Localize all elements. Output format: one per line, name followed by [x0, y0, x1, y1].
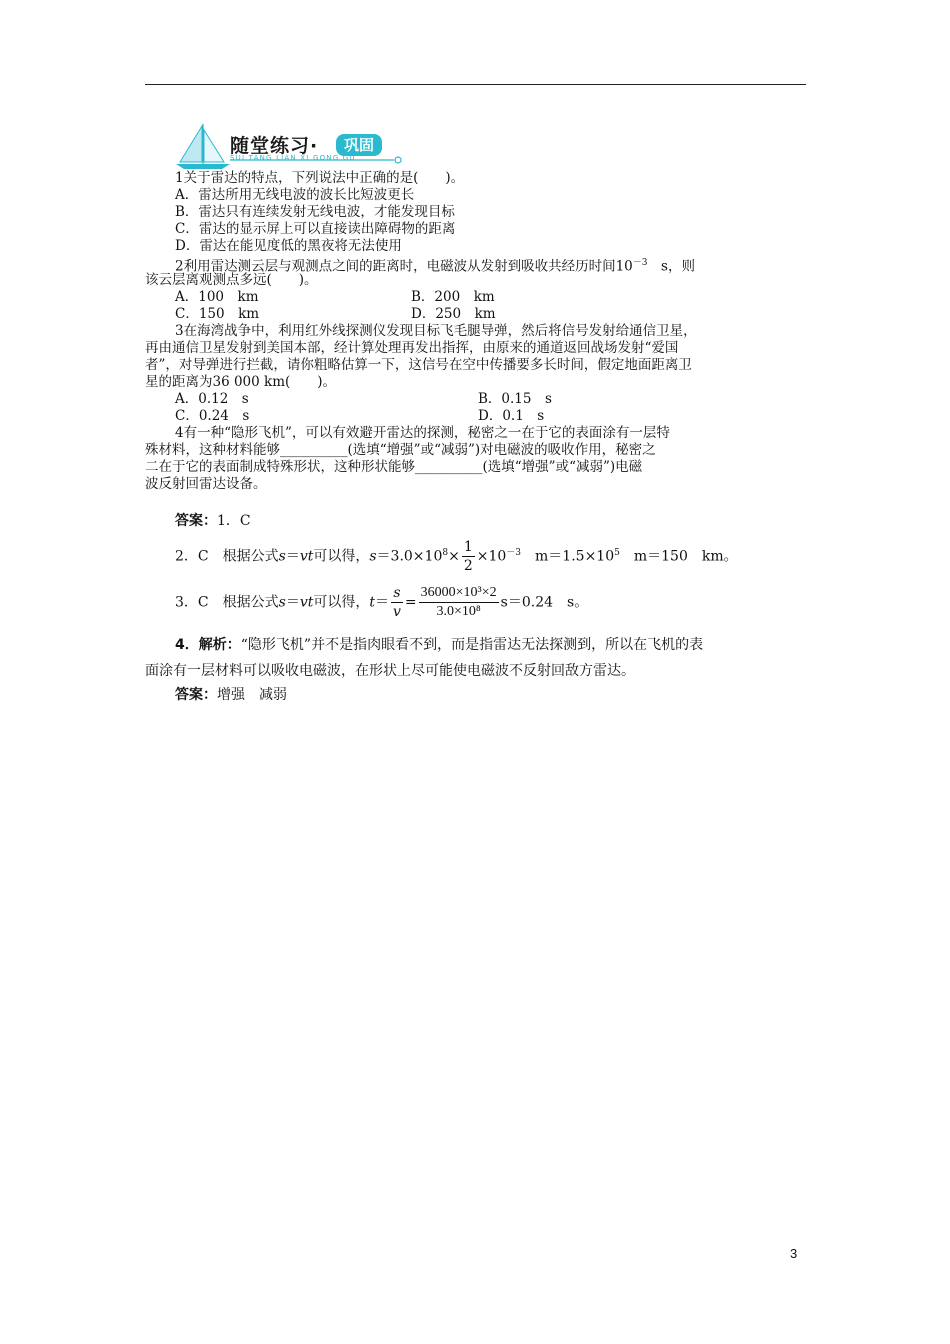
banner-tag: 巩固: [336, 134, 382, 156]
q2-option-d: D．250 km: [411, 306, 496, 322]
q4-line2: 殊材料，这种材料能够__________(选填“增强”或“减弱”)对电磁波的吸收作用，秘密之: [145, 442, 656, 458]
answer-4-line2: 面涂有一层材料可以吸收电磁波，在形状上尽可能使电磁波不反射回敌方雷达。: [145, 663, 635, 679]
q1-option-a: A．雷达所用无线电波的波长比短波更长: [175, 187, 415, 203]
q3-option-a: A．0.12 s: [175, 391, 249, 407]
fraction-s-over-v: $\frac{s}{v}$: [393, 585, 401, 620]
q2-option-c: C．150 km: [175, 306, 260, 322]
q4-line3: 二在于它的表面制成特殊形状，这种形状能够__________(选填“增强”或“减弱”)电磁: [145, 459, 643, 475]
q1-option-d: D．雷达在能见度低的黑夜将无法使用: [175, 238, 402, 254]
q3-line3: 者”，对导弹进行拦截，请你粗略估算一下，这信号在空中传播要多长时间，假定地面距离卫: [145, 357, 692, 373]
fraction-one-half: $\frac{1}{2}$: [463, 539, 473, 574]
q3-option-c: C．0.24 s: [175, 408, 250, 424]
q2-option-a: A．100 km: [175, 289, 259, 305]
q3-line1: 3在海湾战争中，利用红外线探测仪发现目标飞毛腿导弹，然后将信号发射给通信卫星，: [175, 323, 697, 339]
q3-line2: 再由通信卫星发射到美国本部，经计算处理再发出指挥，由原来的通道返回战场发射“爱国: [145, 340, 679, 356]
q2-stem-line1: 2利用雷达测云层与观测点之间的距离时，电磁波从发射到吸收共经历时间$10^{-3}$ s，则: [175, 258, 695, 275]
q1-stem: 1关于雷达的特点，下列说法中正确的是( )。: [175, 170, 465, 186]
q4-line4: 波反射回雷达设备。: [145, 476, 267, 492]
answer-3: 3．C 根据公式s＝vt可以得，t＝ $\frac{s}{v}$ = $\frac{\text{36000×10³×2}}{\text{3.0×10⁸}}$ s＝0.24 s。: [175, 585, 589, 620]
page-number: 3: [790, 1246, 798, 1261]
answer-4-line1: 4．解析：“隐形飞机”并不是指肉眼看不到，而是指雷达无法探测到，所以在飞机的表: [175, 637, 704, 653]
banner-subtitle: SUI TANG LIAN XI GONG GU: [230, 154, 356, 162]
q2-stem-line2: 该云层离观测点多远( )。: [145, 272, 318, 288]
answer-1: 答案：1．C: [175, 513, 251, 529]
answer-5: 答案：增强 减弱: [175, 687, 287, 703]
q1-option-b: B．雷达只有连续发射无线电波，才能发现目标: [175, 204, 455, 220]
fraction-calculation: $\frac{\text{36000×10³×2}}{\text{3.0×10⁸}}$: [420, 585, 497, 619]
q3-line4: 星的距离为36 000 km( )。: [145, 374, 337, 390]
q2-option-b: B．200 km: [411, 289, 495, 305]
q3-option-b: B．0.15 s: [478, 391, 552, 407]
q1-option-c: C．雷达的显示屏上可以直接读出障碍物的距离: [175, 221, 456, 237]
q3-option-d: D．0.1 s: [478, 408, 545, 424]
answer-2: 2．C 根据公式s＝vt可以得，$s=3.0\times 10^8\times$ $\frac{1}{2}$ $\times 10^{-3}$ $m=1.5\times 10^5$ m＝150 km。: [175, 539, 738, 574]
banner-title: 随堂练习·: [230, 135, 319, 157]
q4-line1: 4有一种“隐形飞机”，可以有效避开雷达的探测，秘密之一在于它的表面涂有一层特: [175, 425, 670, 441]
